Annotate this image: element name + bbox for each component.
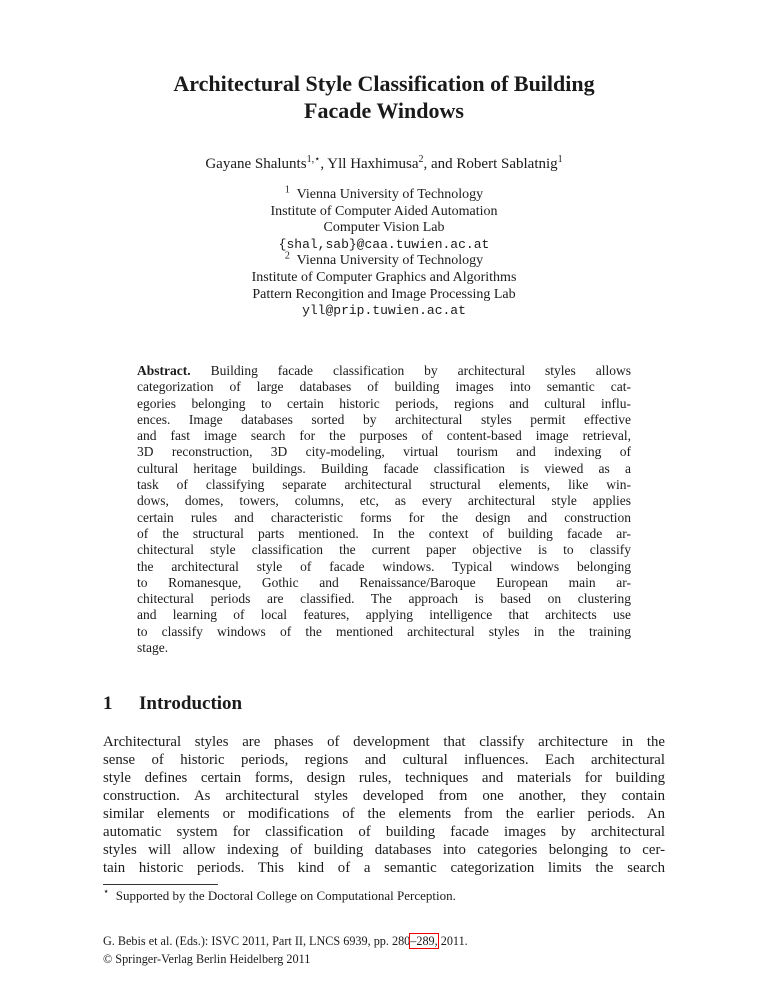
citation-text: 2011. xyxy=(437,934,468,948)
author: , Yll Haxhimusa xyxy=(320,156,419,172)
abstract-line: of the structural parts mentioned. In the context of building facade ar- xyxy=(137,525,631,541)
abstract-line: stage. xyxy=(137,640,169,656)
abstract-line: task of classifying separate architectural structural elements, like win- xyxy=(137,477,631,493)
footnote xyxy=(103,888,665,904)
abstract-label: Abstract. xyxy=(137,363,191,378)
abstract-line: and learning of local features, applying intelligence that architects use xyxy=(137,607,631,623)
abstract-line: 3D reconstruction, 3D city-modeling, virtual tourism and indexing of xyxy=(137,444,631,460)
section-heading xyxy=(103,692,242,716)
affiliation-line xyxy=(60,250,708,270)
intro-line: tain historic periods. This kind of a semantic categorization limits the search xyxy=(103,860,665,876)
affiliation-text: Vienna University of Technology xyxy=(296,253,484,269)
affiliation-line: Institute of Computer Graphics and Algorithms xyxy=(251,269,517,285)
intro-line: styles will allow indexing of building databases into categories belonging to cer- xyxy=(103,842,665,858)
copyright: © Springer-Verlag Berlin Heidelberg 2011 xyxy=(103,952,311,966)
affiliation-line: Institute of Computer Aided Automation xyxy=(270,203,498,219)
abstract-line: certain rules and characteristic forms for the design and construction xyxy=(137,509,631,525)
author-sup: 1,⋆ xyxy=(306,154,321,165)
footnote-text: Supported by the Doctoral College on Computational Perception. xyxy=(115,888,456,903)
citation-line xyxy=(103,932,468,950)
abstract-line: the architectural style of facade windows. Typical windows belonging xyxy=(137,558,631,574)
author-sup: 1 xyxy=(557,154,563,165)
intro-line: automatic system for classification of building facade images by architectural xyxy=(103,824,665,840)
intro-line: sense of historic periods, regions and cultural influences. Each architectural xyxy=(103,752,665,768)
abstract-line: to Romanesque, Gothic and Renaissance/Baroque European main ar- xyxy=(137,574,631,590)
affiliation-sup: 2 xyxy=(284,250,290,262)
abstract-line: chitectural style classification the current paper objective is to classify xyxy=(137,542,631,558)
title-line: Facade Windows xyxy=(304,98,464,123)
abstract-line: chitectural periods are classified. The approach is based on clustering xyxy=(137,591,631,607)
intro-line: construction. As architectural styles developed from one another, they contain xyxy=(103,788,665,804)
affiliation-text: Vienna University of Technology xyxy=(296,187,484,202)
abstract-line: egories belonging to certain historic periods, regions and cultural influ- xyxy=(137,395,631,411)
citation-text: G. Bebis et al. (Eds.): ISVC 2011, Part II, LNCS 6939, pp. 280 xyxy=(103,934,411,948)
abstract-line: categorization of large databases of building images into semantic cat- xyxy=(137,379,631,395)
intro-paragraph xyxy=(103,733,665,877)
footnote-mark: ⋆ xyxy=(103,886,110,898)
affiliation-line: Pattern Recongition and Image Processing Lab xyxy=(252,286,516,302)
affiliations xyxy=(60,184,708,320)
title-line: Architectural Style Classification of Building xyxy=(173,71,595,96)
abstract-line: to classify windows of the mentioned architectural styles in the training xyxy=(137,623,631,639)
abstract-line xyxy=(137,363,631,379)
email: yll@prip.tuwien.ac.at xyxy=(302,303,466,319)
section-title: Introduction xyxy=(139,693,243,714)
page-range-link[interactable]: –289, xyxy=(410,934,438,948)
abstract-line: ences. Image databases sorted by architectural styles permit effective xyxy=(137,411,631,427)
citation xyxy=(103,932,468,968)
paper-title xyxy=(60,70,708,124)
intro-line: similar elements or modifications of the elements from the earlier periods. An xyxy=(103,806,665,822)
author-list xyxy=(60,154,708,174)
author: Gayane Shalunts xyxy=(205,156,307,172)
intro-line: style defines certain forms, design rules, techniques and materials for building xyxy=(103,770,665,786)
affiliation-line xyxy=(60,184,708,204)
intro-line: Architectural styles are phases of development that classify architecture in the xyxy=(103,734,665,750)
section-number: 1 xyxy=(103,693,113,714)
abstract xyxy=(137,363,631,656)
abstract-text: Building facade classification by architectural styles allows xyxy=(210,363,631,378)
footnote-rule xyxy=(103,884,218,885)
author: , and Robert Sablatnig xyxy=(423,156,558,172)
abstract-line: dows, domes, towers, columns, etc, as every architectural style applies xyxy=(137,493,631,509)
author-sup: 2 xyxy=(418,154,424,165)
affiliation-sup: 1 xyxy=(284,184,290,196)
abstract-line: cultural heritage buildings. Building facade classification is viewed as a xyxy=(137,460,631,476)
affiliation-line: Computer Vision Lab xyxy=(323,220,445,236)
abstract-line: and fast image search for the purposes of content-based image retrieval, xyxy=(137,428,631,444)
email: {shal,sab}@caa.tuwien.ac.at xyxy=(278,236,490,252)
